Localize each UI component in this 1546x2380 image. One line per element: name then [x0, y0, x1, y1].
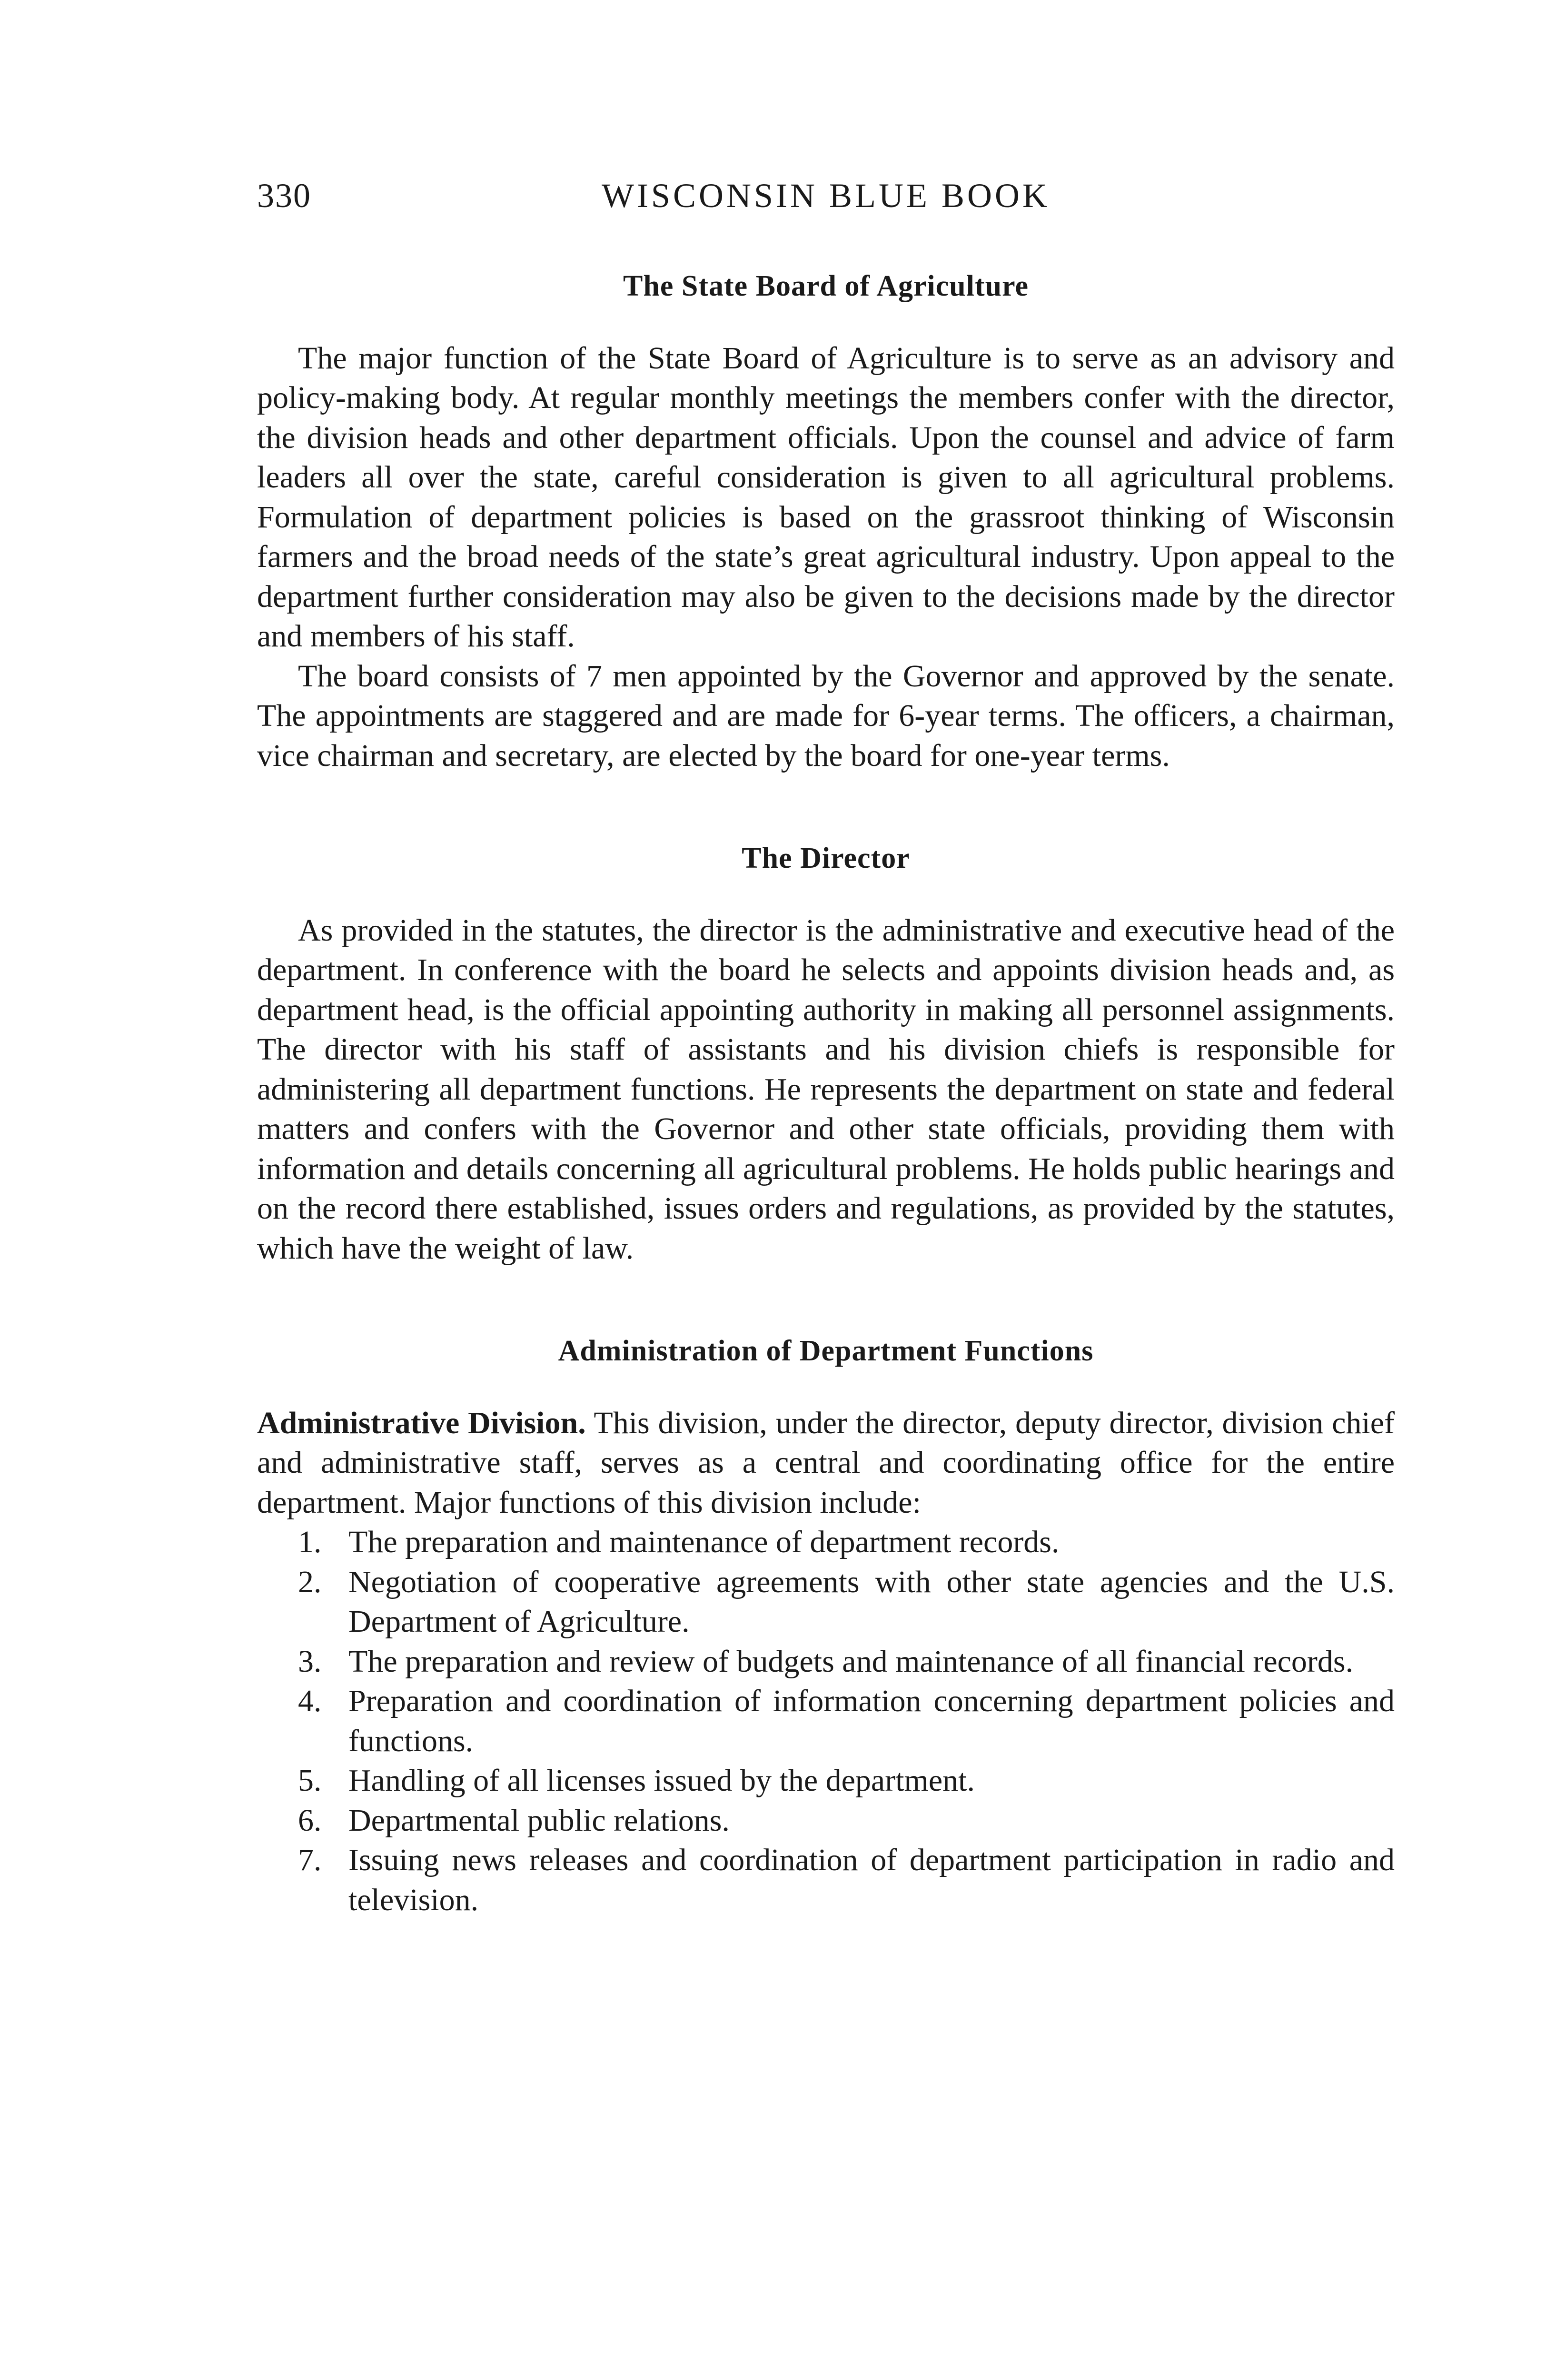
list-item-text: The preparation and review of budgets and maintenance of all financial records.: [348, 1644, 1354, 1679]
list-number: 2.: [298, 1564, 322, 1599]
section-heading: Administration of Department Functions: [558, 1335, 1094, 1367]
section-administration: [257, 1331, 1395, 1920]
list-item: [257, 1681, 1395, 1761]
list-item: [257, 1642, 1395, 1682]
list-number: 4.: [298, 1684, 322, 1718]
page-header: [257, 176, 1395, 228]
function-list: [257, 1522, 1395, 1920]
running-title: WISCONSIN BLUE BOOK: [602, 177, 1050, 215]
page-number: 330: [257, 177, 311, 215]
list-number: 3.: [298, 1644, 322, 1679]
list-item-text: Issuing news releases and coordination of department participation in radio and television.: [348, 1843, 1395, 1917]
list-item-text: Negotiation of cooperative agreements with other state agencies and the U.S. Department of Agriculture.: [348, 1564, 1395, 1639]
section-director: [257, 839, 1395, 1268]
section-state-board: [257, 267, 1395, 775]
list-item-text: Preparation and coordination of information concerning department policies and functions.: [348, 1684, 1395, 1758]
list-item: [257, 1522, 1395, 1562]
list-number: 6.: [298, 1803, 322, 1838]
section-heading: The Director: [742, 842, 910, 874]
list-number: 1.: [298, 1525, 322, 1559]
list-number: 5.: [298, 1763, 322, 1798]
page-body: [257, 267, 1395, 1920]
list-item-text: The preparation and maintenance of department records.: [348, 1525, 1060, 1559]
list-number: 7.: [298, 1843, 322, 1877]
list-item: [257, 1840, 1395, 1920]
list-item: [257, 1562, 1395, 1642]
section-heading: The State Board of Agriculture: [623, 270, 1029, 302]
paragraph-text: This division, under the director, deputy director, division chief and administrative staff, serves as a central and coordinating office for the entire department. Major functions of this division include:: [257, 1405, 1395, 1520]
list-item-text: Handling of all licenses issued by the department.: [348, 1763, 975, 1798]
list-item: [257, 1801, 1395, 1841]
list-item-text: Departmental public relations.: [348, 1803, 730, 1838]
paragraph: The board consists of 7 men appointed by the Governor and approved by the senate. The appointments are staggered and are made for 6-year terms. The officers, a chairman, vice chairman and secretary, are elected by the board for one-year terms.: [257, 658, 1395, 773]
paragraph: The major function of the State Board of Agriculture is to serve as an advisory and policy-making body. At regular monthly meetings the members confer with the director, the division heads and other department officials. Upon the counsel and advice of farm leaders all over the state, careful consideration is given to all agricultural problems. Formulation of department policies is based on the grassroot thinking of Wisconsin farmers and the broad needs of the state’s great agricultural industry. Upon appeal to the department further consideration may also be given to the decisions made by the director and members of his staff.: [257, 340, 1395, 654]
paragraph: As provided in the statutes, the director is the administrative and executive head of the department. In conference with the board he selects and appoints division heads and, as department head, is the official appointing authority in making all personnel assignments. The director with his staff of assistants and his division chiefs is responsible for administering all department functions. He represents the department on state and federal matters and confers with the Governor and other state officials, providing them with information and details concerning all agricultural problems. He holds public hearings and on the record there established, issues orders and regulations, as provided by the statutes, which have the weight of law.: [257, 912, 1395, 1266]
list-item: [257, 1761, 1395, 1801]
paragraph: [257, 1403, 1395, 1523]
run-in-heading: Administrative Division.: [257, 1405, 586, 1440]
